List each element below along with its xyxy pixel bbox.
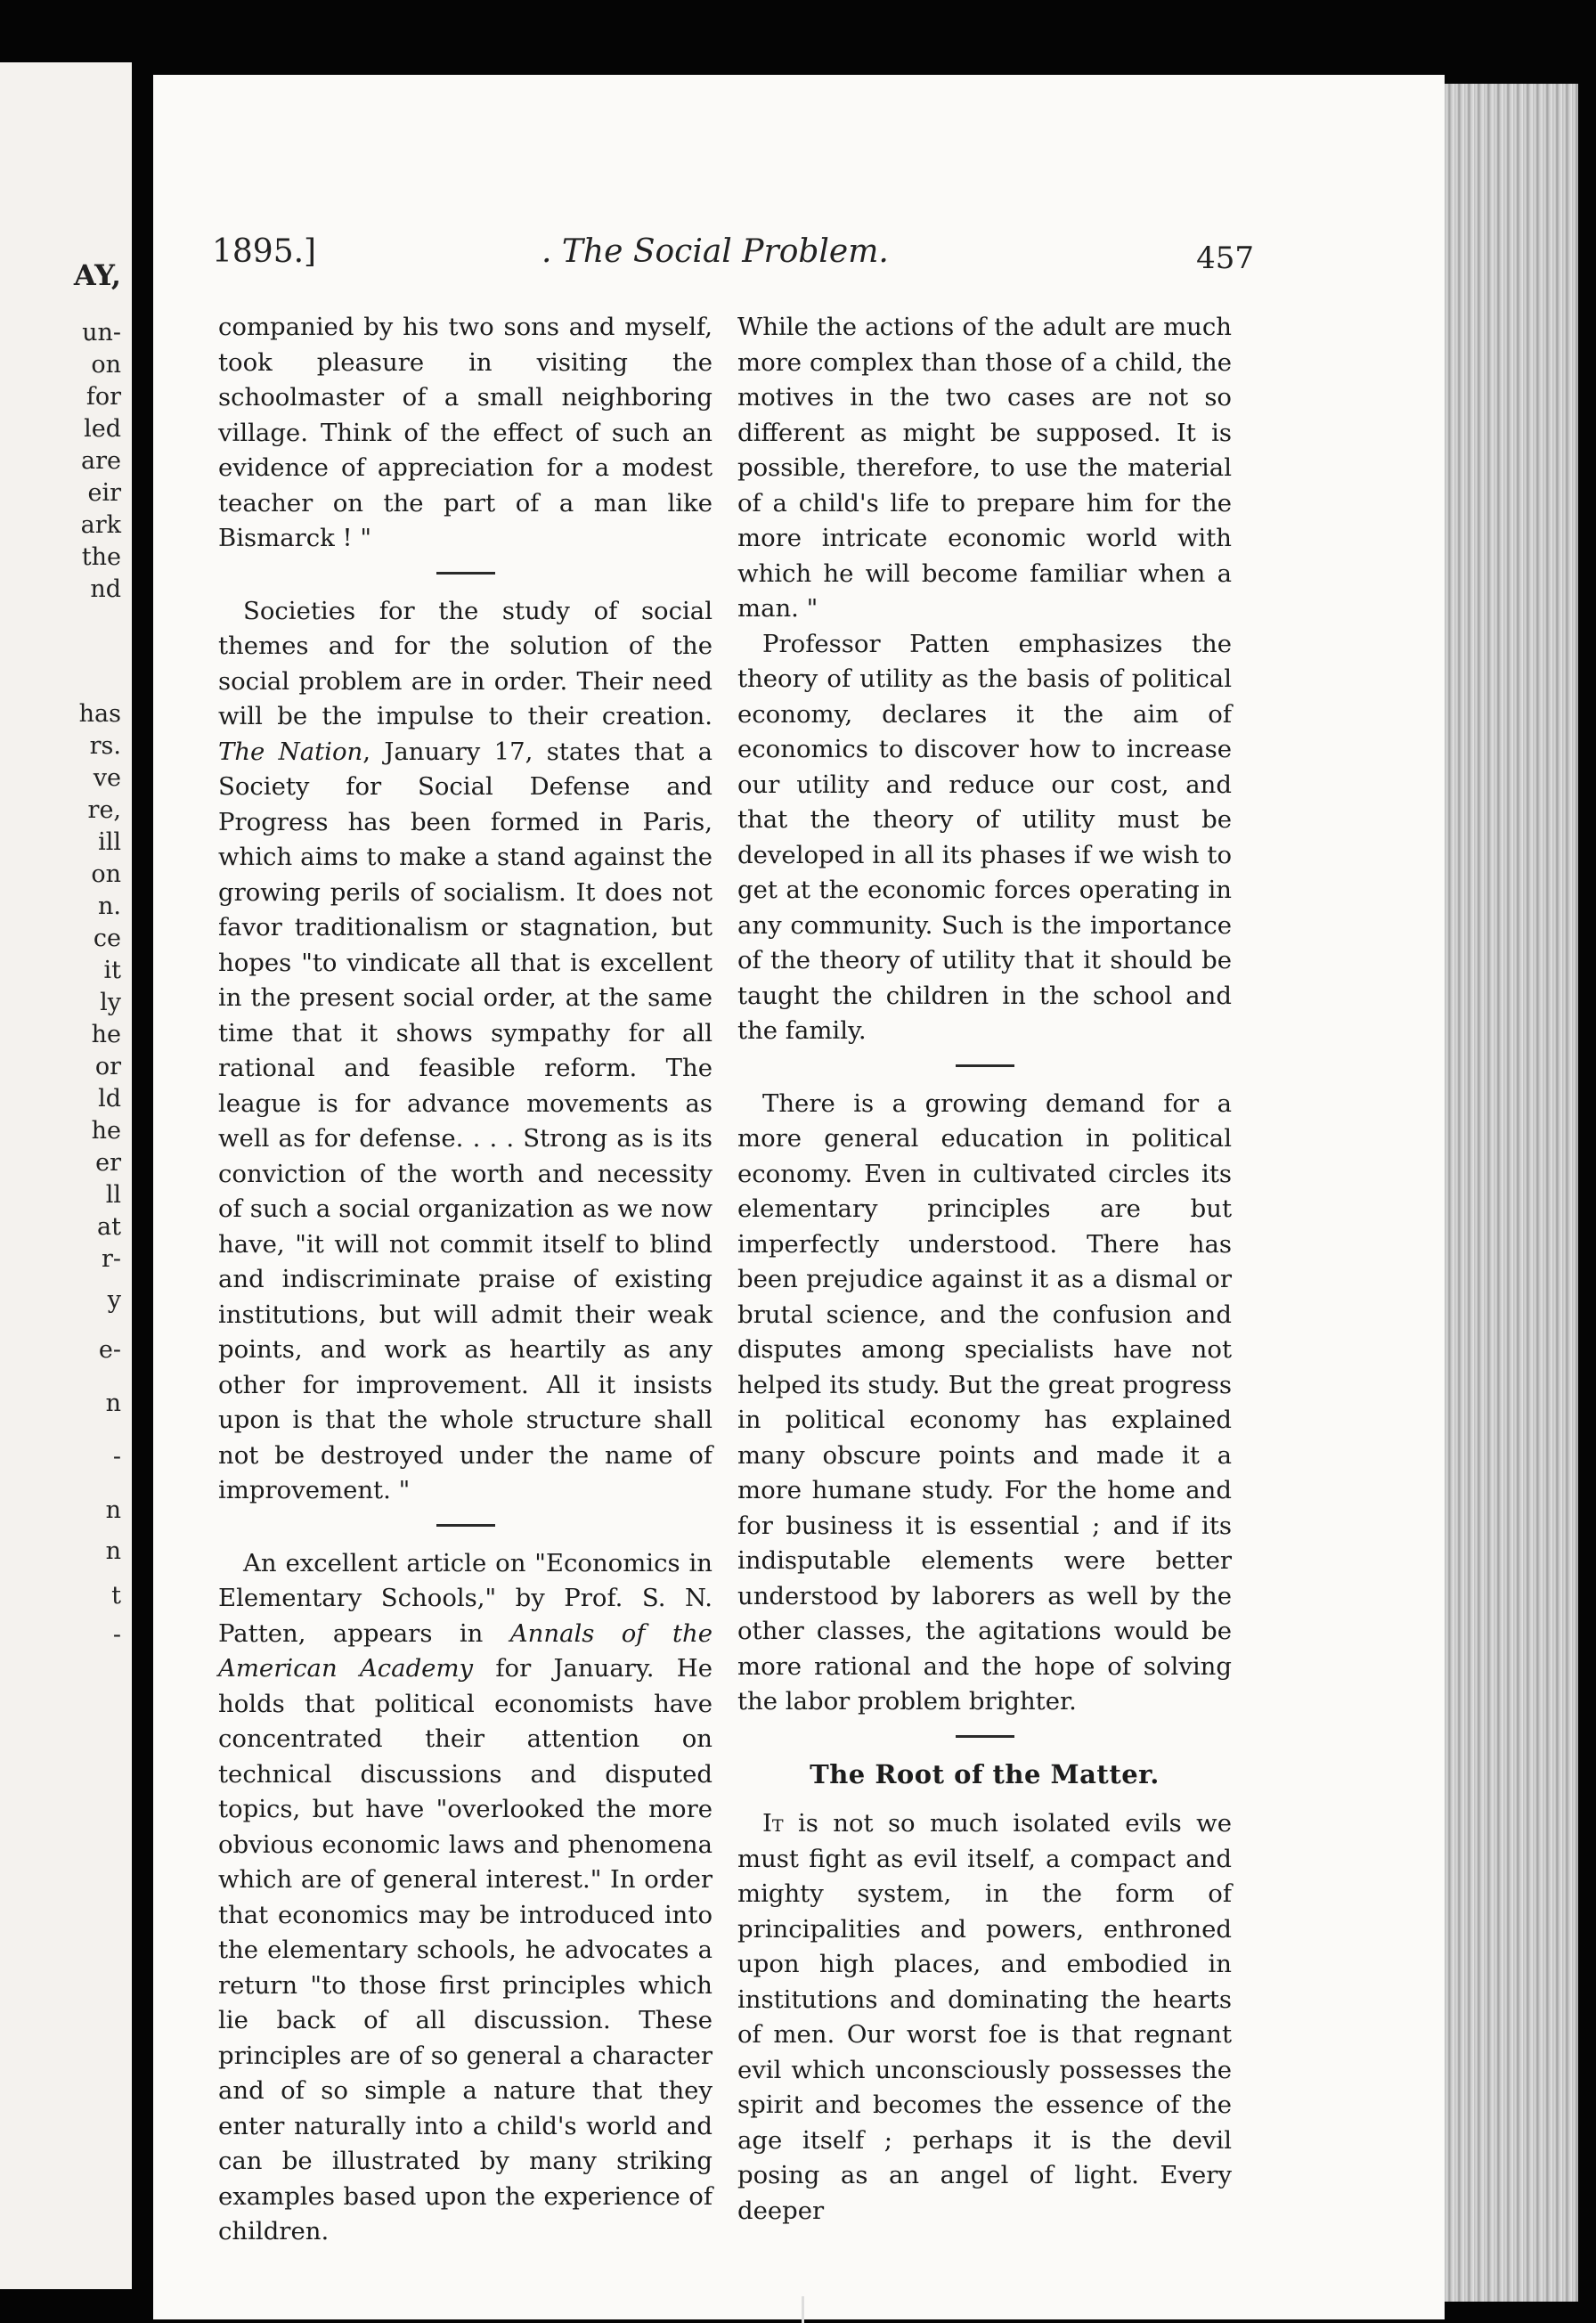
facing-page-fragment: nd (90, 575, 121, 603)
facing-page-fragment: er (95, 1149, 121, 1177)
facing-page-fragment: for (86, 383, 121, 411)
scan-mark (802, 2296, 804, 2323)
section-divider (436, 572, 495, 575)
facing-page-fragment: n. (98, 893, 121, 920)
page-block-edge (1445, 84, 1578, 2302)
facing-page-fragment: are (81, 447, 121, 475)
paragraph: An excellent article on "Economics in Elementary Schools," by Prof. S. N. Patten, appears in Annals of the American Academy for January. He holds that political economists have concentrated their attention on technical discussions and disputed topics, but have "overlooked the more obvious economic laws and phenomena which are of general interest." In order that economics may be introduced into the elementary schools, he advocates a return "to those first principles which lie back of all discussion. These principles are of so general a character and of so simple a nature that they enter naturally into a child's world and can be illustrated by many striking examples based upon the experience of children. (218, 1548, 712, 2246)
facing-page-fragment: ll (105, 1181, 121, 1209)
facing-page-fragment: AY, (73, 258, 121, 292)
facing-page-fragment: on (91, 351, 121, 379)
facing-page-fragment: or (94, 1053, 121, 1080)
facing-page-fragment: the (81, 543, 121, 571)
facing-page-fragment: - (112, 1443, 121, 1471)
paragraph: Societies for the study of social themes and for the solution of the social problem are in order. Their need will be the impulse to their creation. The Nation, January 17, states that a Society for Social Defense and Progress has been formed in Paris, which aims to make a stand against the growing perils of socialism. It does not favor traditionalism or stagnation, but hopes "to vindicate all that is excellent in the present social order, at the same time that it shows sympathy for all rational and feasible reform. The league is for advance movements as well as for defense. . . . Strong as is its conviction of the worth and necessity of such a social organization as we now have, "it will not commit itself to blind and indiscriminate praise of existing institutions, but will admit their weak points, and work as heartily as any other for improvement. All it insists upon is that the whole structure shall not be destroyed under the name of improvement. " (218, 596, 712, 1504)
running-head (212, 233, 1254, 287)
paragraph: Professor Patten emphasizes the theory of utility as the basis of political economy, declares it the aim of economics to discover how to increase our utility and reduce our cost, and that the theory of utility must be developed in all its phases if we wish to get at the economic forces operating in any community. Such is the importance of the theory of utility that it should be taught the children in the school and the family. (737, 629, 1232, 1045)
facing-page-fragment: led (84, 415, 121, 443)
facing-page-fragment: at (97, 1213, 121, 1241)
facing-page-fragment: he (91, 1021, 121, 1048)
header-year: 1895.] (212, 233, 317, 270)
facing-page-fragment: n (105, 1390, 121, 1417)
paragraph: It is not so much isolated evils we must fight as evil itself, a compact and mighty system, in the form of principalities and powers, enthroned upon high places, and embodied in institutions and dominating the hearts of men. Our worst foe is that regnant evil which unconsciously possesses the spirit and becomes the essence of the age itself ; perhaps it is the devil posing as an angel of light. Every deeper (737, 1809, 1232, 2225)
facing-page-fragment: re, (87, 796, 121, 824)
section-divider (956, 1064, 1014, 1067)
facing-page-fragment: ark (80, 511, 121, 539)
facing-page-fragment: eir (87, 479, 121, 507)
facing-page-fragment: has (78, 700, 121, 728)
facing-page-fragment: ce (93, 925, 121, 952)
section-divider (956, 1735, 1014, 1738)
facing-page-fragment: ld (98, 1085, 121, 1113)
facing-page-fragment: he (91, 1117, 121, 1145)
facing-page-fragment: e- (98, 1336, 121, 1364)
header-title: . The Social Problem. (542, 233, 889, 270)
page-number: 457 (1196, 240, 1254, 276)
section-divider (436, 1524, 495, 1527)
paragraph: There is a growing demand for a more general education in political economy. Even in cultivated circles its elementary principles are but imperfectly understood. There has been prejudice against it as a dismal or brutal science, and the confusion and disputes among specialists have not helped its study. But the great progress in political economy has explained many obscure points and made it a more humane study. For the home and for business it is essential ; and if its indisputable elements were better understood by laborers as well by the other classes, the agitations would be more rational and the hope of solving the labor problem brighter. (737, 1088, 1232, 1716)
facing-page-text-fragments (0, 62, 132, 2289)
facing-page-fragment: n (105, 1537, 121, 1565)
facing-page-fragment: n (105, 1496, 121, 1524)
facing-page-fragment: un- (82, 319, 121, 346)
facing-page-fragment: it (103, 957, 121, 984)
facing-page-fragment: ly (100, 989, 121, 1016)
facing-page-fragment: - (112, 1621, 121, 1649)
paragraph: companied by his two sons and myself, took pleasure in visiting the schoolmaster of a small neighboring village. Think of the effect of such an evidence of appreciation for a modest teacher on the part of a man like Bismarck ! " (218, 313, 712, 552)
paragraph: While the actions of the adult are much more complex than those of a child, the motives in the two cases are not so different as might be supposed. It is possible, therefore, to use the material of a child's life to prepare him for the more intricate economic world with which he will become familiar when a man. " (737, 313, 1232, 623)
facing-page-fragment: t (111, 1582, 121, 1610)
facing-page-fragment: rs. (89, 732, 121, 760)
facing-page-fragment: ill (98, 828, 121, 856)
facing-page-fragment: ve (93, 764, 121, 792)
facing-page-fragment: on (91, 860, 121, 888)
facing-page-fragment: y (107, 1286, 121, 1314)
facing-page-fragment: r- (101, 1245, 121, 1273)
left-column (218, 310, 712, 2250)
right-column (737, 310, 1232, 2229)
facing-page (0, 62, 132, 2289)
section-heading: The Root of the Matter. (810, 1758, 1160, 1789)
